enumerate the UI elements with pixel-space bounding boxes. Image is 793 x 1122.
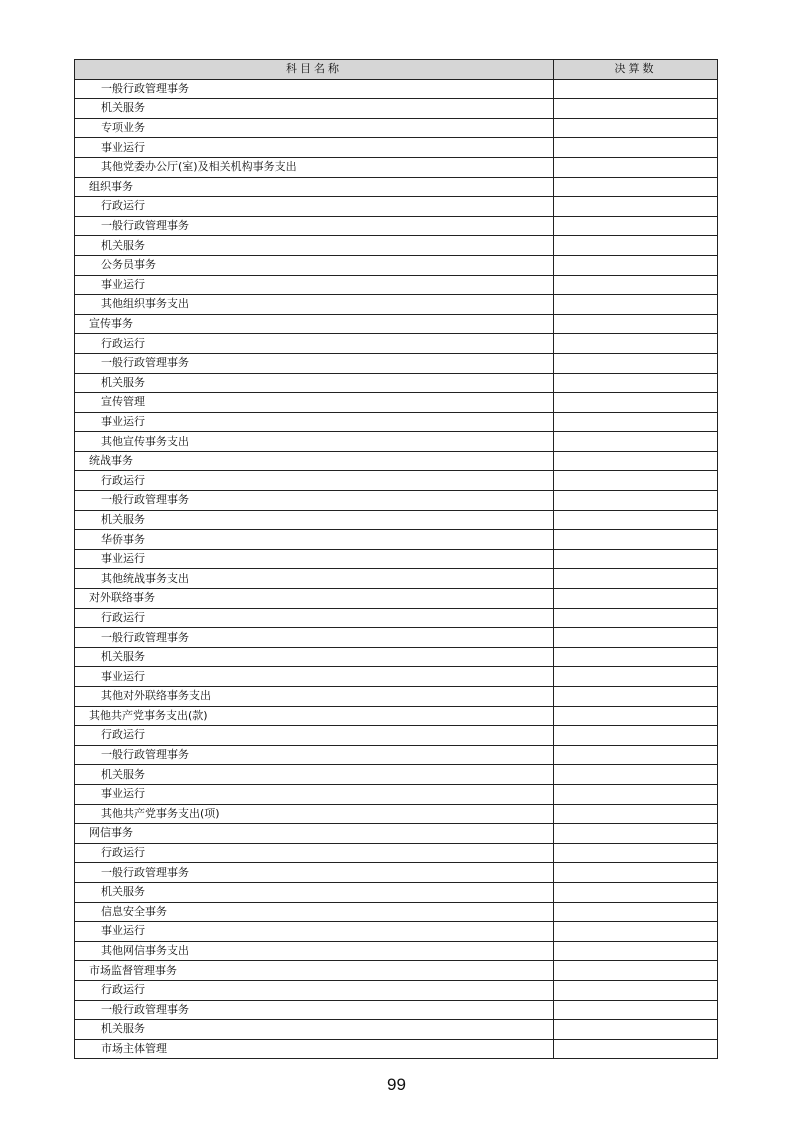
table-row [75,530,718,550]
table-row [75,412,718,432]
final-amount-cell [554,667,718,687]
final-amount-cell [554,491,718,511]
table-row [75,745,718,765]
final-amount-cell [554,1039,718,1059]
subject-name-cell: 对外联络事务 [75,589,554,609]
table-row [75,687,718,707]
subject-name-cell: 一般行政管理事务 [75,216,554,236]
subject-name-cell: 一般行政管理事务 [75,628,554,648]
table-row [75,824,718,844]
table-row [75,980,718,1000]
final-amount-cell [554,765,718,785]
subject-name-cell: 机关服务 [75,373,554,393]
table-row [75,902,718,922]
subject-name-cell: 行政运行 [75,980,554,1000]
final-amount-cell [554,216,718,236]
subject-name-cell: 一般行政管理事务 [75,79,554,99]
table-row [75,177,718,197]
final-amount-cell [554,510,718,530]
table-row [75,1000,718,1020]
table-row [75,295,718,315]
final-amount-cell [554,236,718,256]
final-amount-cell [554,373,718,393]
final-amount-cell [554,569,718,589]
final-amount-cell [554,804,718,824]
table-row [75,549,718,569]
table-row [75,373,718,393]
subject-name-cell: 事业运行 [75,275,554,295]
subject-name-cell: 行政运行 [75,608,554,628]
subject-name-cell: 华侨事务 [75,530,554,550]
final-amount-cell [554,589,718,609]
subject-name-cell: 宣传管理 [75,393,554,413]
table-row [75,471,718,491]
subject-name-cell: 其他共产党事务支出(项) [75,804,554,824]
subject-name-cell: 一般行政管理事务 [75,863,554,883]
subject-name-cell: 事业运行 [75,412,554,432]
table-row [75,1020,718,1040]
table-row [75,765,718,785]
table-row [75,432,718,452]
table-row [75,628,718,648]
table-row [75,589,718,609]
final-amount-cell [554,432,718,452]
page-number: 99 [387,1075,406,1094]
final-amount-cell [554,863,718,883]
final-amount-cell [554,1020,718,1040]
final-amount-cell [554,138,718,158]
final-amount-cell [554,882,718,902]
subject-name-cell: 其他组织事务支出 [75,295,554,315]
subject-name-cell: 机关服务 [75,647,554,667]
final-amount-cell [554,177,718,197]
final-amount-cell [554,79,718,99]
table-row [75,510,718,530]
final-amount-cell [554,275,718,295]
final-amount-cell [554,961,718,981]
table-row [75,882,718,902]
subject-name-cell: 其他对外联络事务支出 [75,687,554,707]
final-amount-cell [554,197,718,217]
table-row [75,804,718,824]
table-row [75,706,718,726]
final-amount-cell [554,784,718,804]
table-row [75,608,718,628]
subject-name-cell: 机关服务 [75,882,554,902]
final-amount-cell [554,412,718,432]
final-amount-cell [554,1000,718,1020]
subject-name-cell: 事业运行 [75,784,554,804]
table-row [75,569,718,589]
table-row [75,1039,718,1059]
subject-name-cell: 其他宣传事务支出 [75,432,554,452]
subject-name-cell: 市场监督管理事务 [75,961,554,981]
final-amount-cell [554,647,718,667]
subject-name-cell: 行政运行 [75,471,554,491]
final-amount-cell [554,157,718,177]
subject-name-cell: 一般行政管理事务 [75,491,554,511]
subject-name-cell: 一般行政管理事务 [75,1000,554,1020]
final-amount-cell [554,314,718,334]
table-row [75,843,718,863]
subject-name-cell: 事业运行 [75,667,554,687]
table-row [75,138,718,158]
table-row [75,863,718,883]
final-amount-cell [554,393,718,413]
subject-name-cell: 信息安全事务 [75,902,554,922]
subject-name-cell: 机关服务 [75,99,554,119]
final-amount-cell [554,608,718,628]
subject-name-cell: 事业运行 [75,922,554,942]
table-row [75,255,718,275]
subject-name-cell: 行政运行 [75,197,554,217]
subject-name-cell: 机关服务 [75,236,554,256]
subject-name-cell: 一般行政管理事务 [75,353,554,373]
subject-name-cell: 其他共产党事务支出(款) [75,706,554,726]
header-final-amount: 决算数 [554,60,718,80]
final-amount-cell [554,726,718,746]
final-amount-cell [554,902,718,922]
subject-name-cell: 其他统战事务支出 [75,569,554,589]
final-amount-cell [554,99,718,119]
subject-name-cell: 一般行政管理事务 [75,745,554,765]
table-row [75,726,718,746]
table-row [75,157,718,177]
table-body [75,79,718,1059]
table-row [75,118,718,138]
subject-name-cell: 市场主体管理 [75,1039,554,1059]
table-row [75,961,718,981]
final-amount-cell [554,353,718,373]
budget-table [74,59,718,1059]
table-row [75,451,718,471]
final-amount-cell [554,922,718,942]
subject-name-cell: 统战事务 [75,451,554,471]
table-row [75,353,718,373]
subject-name-cell: 其他党委办公厅(室)及相关机构事务支出 [75,157,554,177]
final-amount-cell [554,530,718,550]
subject-name-cell: 机关服务 [75,765,554,785]
table-row [75,393,718,413]
table-row [75,667,718,687]
table-row [75,922,718,942]
final-amount-cell [554,295,718,315]
final-amount-cell [554,118,718,138]
subject-name-cell: 宣传事务 [75,314,554,334]
final-amount-cell [554,451,718,471]
table-row [75,784,718,804]
table-row [75,647,718,667]
subject-name-cell: 公务员事务 [75,255,554,275]
final-amount-cell [554,980,718,1000]
final-amount-cell [554,745,718,765]
table-header-row [75,60,718,80]
table-row [75,236,718,256]
table-row [75,197,718,217]
final-amount-cell [554,941,718,961]
subject-name-cell: 机关服务 [75,510,554,530]
subject-name-cell: 专项业务 [75,118,554,138]
final-amount-cell [554,824,718,844]
table-row [75,216,718,236]
final-amount-cell [554,706,718,726]
table-row [75,275,718,295]
subject-name-cell: 行政运行 [75,726,554,746]
final-amount-cell [554,471,718,491]
subject-name-cell: 行政运行 [75,843,554,863]
subject-name-cell: 组织事务 [75,177,554,197]
subject-name-cell: 网信事务 [75,824,554,844]
final-amount-cell [554,549,718,569]
subject-name-cell: 行政运行 [75,334,554,354]
subject-name-cell: 事业运行 [75,138,554,158]
table-row [75,99,718,119]
subject-name-cell: 机关服务 [75,1020,554,1040]
final-amount-cell [554,255,718,275]
subject-name-cell: 事业运行 [75,549,554,569]
final-amount-cell [554,334,718,354]
table-row [75,314,718,334]
header-subject-name: 科目名称 [75,60,554,80]
table-row [75,941,718,961]
final-amount-cell [554,843,718,863]
subject-name-cell: 其他网信事务支出 [75,941,554,961]
table-row [75,491,718,511]
final-amount-cell [554,687,718,707]
table-row [75,334,718,354]
final-amount-cell [554,628,718,648]
table-row [75,79,718,99]
